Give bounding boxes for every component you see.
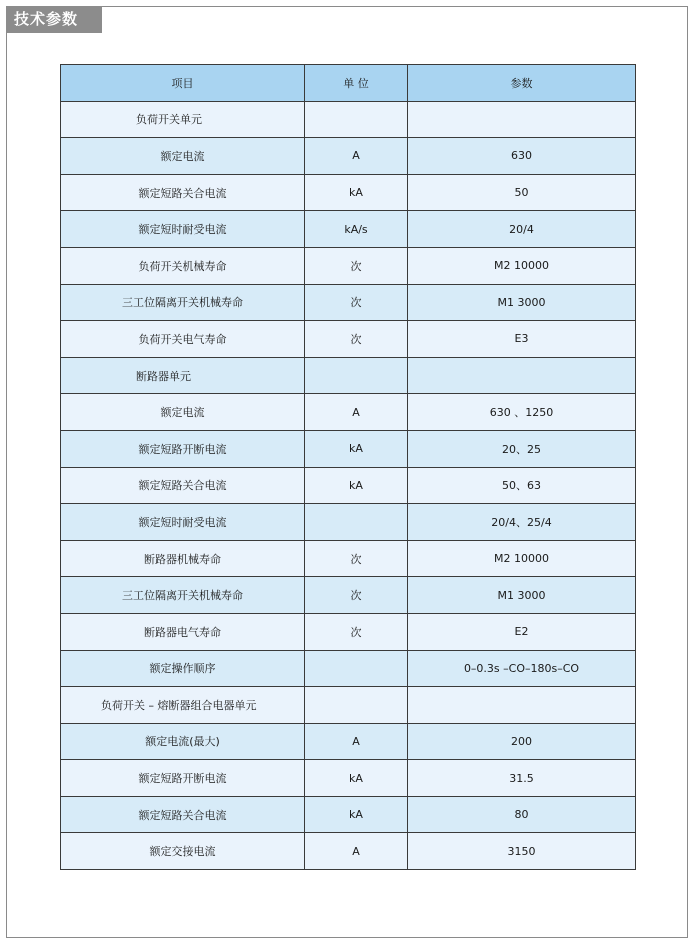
table-row — [61, 321, 636, 358]
item-cell: 负荷开关机械寿命 — [61, 247, 305, 284]
value-cell: 50、63 — [408, 467, 636, 504]
table-row — [61, 467, 636, 504]
value-cell — [408, 687, 636, 724]
unit-cell: kA — [305, 467, 408, 504]
unit-cell: 次 — [305, 321, 408, 358]
item-cell: 额定电流 — [61, 394, 305, 431]
item-cell: 额定电流 — [61, 138, 305, 175]
table-row — [61, 796, 636, 833]
section-title: 技术参数 — [6, 6, 102, 33]
item-cell: 负荷开关电气寿命 — [61, 321, 305, 358]
unit-cell: kA/s — [305, 211, 408, 248]
item-cell: 断路器机械寿命 — [61, 540, 305, 577]
item-cell: 三工位隔离开关机械寿命 — [61, 284, 305, 321]
column-header-unit: 单 位 — [305, 65, 408, 102]
unit-cell: 次 — [305, 247, 408, 284]
unit-cell — [305, 687, 408, 724]
item-cell: 三工位隔离开关机械寿命 — [61, 577, 305, 614]
column-header-value: 参数 — [408, 65, 636, 102]
unit-cell: kA — [305, 430, 408, 467]
table-row — [61, 138, 636, 175]
unit-cell: 次 — [305, 613, 408, 650]
item-cell: 负荷开关 – 熔断器组合电器单元 — [61, 687, 305, 724]
column-header-item: 项目 — [61, 65, 305, 102]
value-cell: M2 10000 — [408, 247, 636, 284]
item-cell: 额定短路关合电流 — [61, 174, 305, 211]
item-cell: 额定短时耐受电流 — [61, 504, 305, 541]
value-cell: 200 — [408, 723, 636, 760]
value-cell: 3150 — [408, 833, 636, 870]
table-row — [61, 211, 636, 248]
unit-cell: kA — [305, 760, 408, 797]
value-cell — [408, 101, 636, 138]
table-row — [61, 650, 636, 687]
unit-cell: kA — [305, 174, 408, 211]
table-group-row — [61, 687, 636, 724]
item-cell: 额定短路开断电流 — [61, 430, 305, 467]
unit-cell — [305, 504, 408, 541]
unit-cell: A — [305, 723, 408, 760]
table-row — [61, 760, 636, 797]
item-cell: 断路器电气寿命 — [61, 613, 305, 650]
table-group-row — [61, 357, 636, 394]
item-cell: 额定交接电流 — [61, 833, 305, 870]
unit-cell — [305, 650, 408, 687]
item-cell: 额定操作顺序 — [61, 650, 305, 687]
value-cell: 630 、1250 — [408, 394, 636, 431]
table-group-row — [61, 101, 636, 138]
table-row — [61, 540, 636, 577]
item-cell: 负荷开关单元 — [61, 101, 305, 138]
item-cell: 额定短路关合电流 — [61, 467, 305, 504]
value-cell: 20/4、25/4 — [408, 504, 636, 541]
table-header-row — [61, 65, 636, 102]
unit-cell: A — [305, 833, 408, 870]
value-cell: M1 3000 — [408, 284, 636, 321]
value-cell: M1 3000 — [408, 577, 636, 614]
table-row — [61, 284, 636, 321]
item-cell: 断路器单元 — [61, 357, 305, 394]
table-row — [61, 430, 636, 467]
unit-cell: A — [305, 138, 408, 175]
value-cell: E3 — [408, 321, 636, 358]
unit-cell: 次 — [305, 284, 408, 321]
value-cell: E2 — [408, 613, 636, 650]
item-cell: 额定短路开断电流 — [61, 760, 305, 797]
unit-cell: kA — [305, 796, 408, 833]
table-row — [61, 833, 636, 870]
unit-cell: A — [305, 394, 408, 431]
value-cell: 20、25 — [408, 430, 636, 467]
unit-cell — [305, 357, 408, 394]
value-cell — [408, 357, 636, 394]
item-cell: 额定短时耐受电流 — [61, 211, 305, 248]
table-row — [61, 723, 636, 760]
value-cell: M2 10000 — [408, 540, 636, 577]
table-row — [61, 577, 636, 614]
value-cell: 50 — [408, 174, 636, 211]
value-cell: 31.5 — [408, 760, 636, 797]
item-cell: 额定电流(最大) — [61, 723, 305, 760]
table-row — [61, 504, 636, 541]
table-row — [61, 174, 636, 211]
value-cell: 630 — [408, 138, 636, 175]
table-row — [61, 613, 636, 650]
unit-cell: 次 — [305, 540, 408, 577]
unit-cell: 次 — [305, 577, 408, 614]
value-cell: 80 — [408, 796, 636, 833]
item-cell: 额定短路关合电流 — [61, 796, 305, 833]
table-row — [61, 247, 636, 284]
technical-parameters-table — [60, 64, 636, 870]
value-cell: 0–0.3s –CO–180s–CO — [408, 650, 636, 687]
value-cell: 20/4 — [408, 211, 636, 248]
table-row — [61, 394, 636, 431]
unit-cell — [305, 101, 408, 138]
table-body — [61, 101, 636, 869]
